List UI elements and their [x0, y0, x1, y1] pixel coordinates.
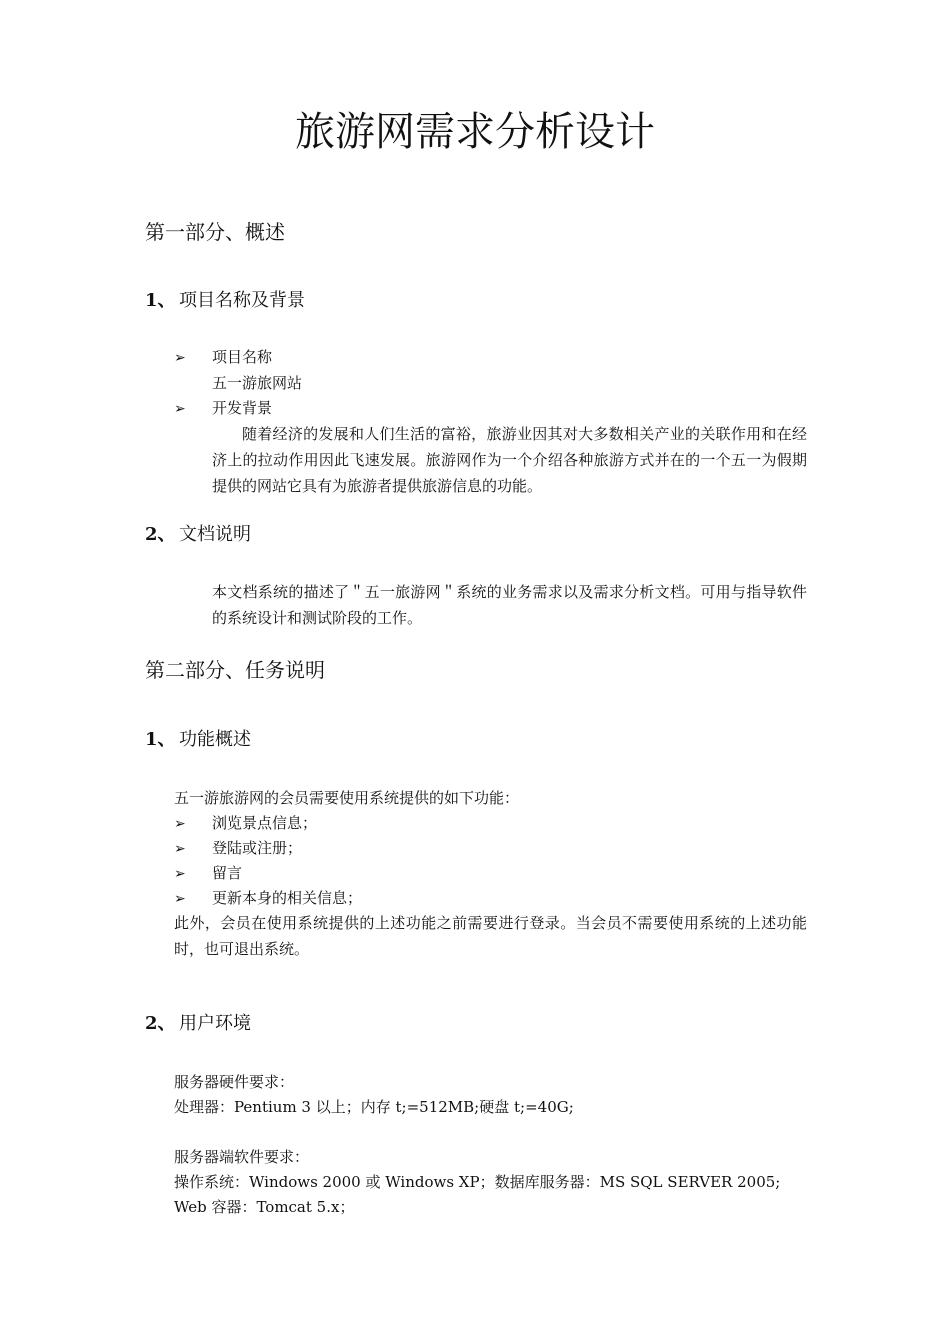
background-paragraph: 随着经济的发展和人们生活的富裕，旅游业因其对大多数相关产业的关联作用和在经济上的拉动作用因此飞速发展。旅游网作为一个介绍各种旅游方式并在的一个五一为假期提供的网站它具有为旅游者提供旅游信息的功能。	[212, 425, 807, 495]
bullet-dev-background	[174, 395, 272, 422]
function-item-text: 浏览景点信息；	[212, 814, 318, 832]
arrow-bullet-icon: ➢	[174, 350, 186, 366]
part1-heading: 第一部分、概述	[145, 220, 285, 244]
part1-section2-heading	[145, 522, 251, 548]
hardware-requirements: 处理器：Pentium 3 以上；内存 t;=512MB;硬盘 t;=40G;	[174, 1098, 574, 1116]
software-requirements-os-db: 操作系统：Windows 2000 或 Windows XP；数据库服务器：MS SQL SERVER 2005;	[174, 1173, 781, 1191]
arrow-bullet-icon: ➢	[174, 866, 186, 882]
software-requirements-web: Web 容器：Tomcat 5.x；	[174, 1198, 355, 1216]
function-closing-paragraph: 此外，会员在使用系统提供的上述功能之前需要进行登录。当会员不需要使用系统的上述功能时，也可退出系统。	[174, 914, 807, 958]
arrow-bullet-icon: ➢	[174, 841, 186, 857]
section-number: 1、	[145, 729, 176, 750]
function-item-text: 更新本身的相关信息；	[212, 889, 363, 907]
project-name-value: 五一游旅网站	[212, 374, 303, 392]
software-label: 服务器端软件要求：	[174, 1148, 310, 1166]
part1-section1-heading	[145, 288, 305, 314]
function-item	[174, 885, 362, 912]
section-title: 功能概述	[179, 729, 251, 750]
part2-section2-heading	[145, 1011, 251, 1037]
section-title: 项目名称及背景	[179, 290, 305, 311]
function-item	[174, 835, 302, 862]
section-title: 文档说明	[179, 524, 251, 545]
doc-description-paragraph: 本文档系统的描述了＂五一旅游网＂系统的业务需求以及需求分析文档。可用与指导软件的系统设计和测试阶段的工作。	[212, 583, 807, 627]
section-number: 2、	[145, 1013, 176, 1034]
bullet-project-name	[174, 344, 272, 371]
section-number: 2、	[145, 524, 176, 545]
function-item-text: 登陆或注册；	[212, 839, 303, 857]
arrow-bullet-icon: ➢	[174, 891, 186, 907]
section-title: 用户环境	[179, 1013, 251, 1034]
part2-section1-heading	[145, 727, 251, 753]
bullet-label: 开发背景	[212, 399, 273, 417]
function-item	[174, 860, 242, 887]
arrow-bullet-icon: ➢	[174, 816, 186, 832]
section-number: 1、	[145, 290, 176, 311]
function-item-text: 留言	[212, 864, 243, 882]
function-intro: 五一游旅游网的会员需要使用系统提供的如下功能：	[174, 789, 520, 807]
hardware-label: 服务器硬件要求：	[174, 1073, 295, 1091]
arrow-bullet-icon: ➢	[174, 401, 186, 417]
function-item	[174, 810, 317, 837]
document-title: 旅游网需求分析设计	[295, 109, 655, 155]
part2-heading: 第二部分、任务说明	[145, 658, 325, 682]
bullet-label: 项目名称	[212, 348, 273, 366]
